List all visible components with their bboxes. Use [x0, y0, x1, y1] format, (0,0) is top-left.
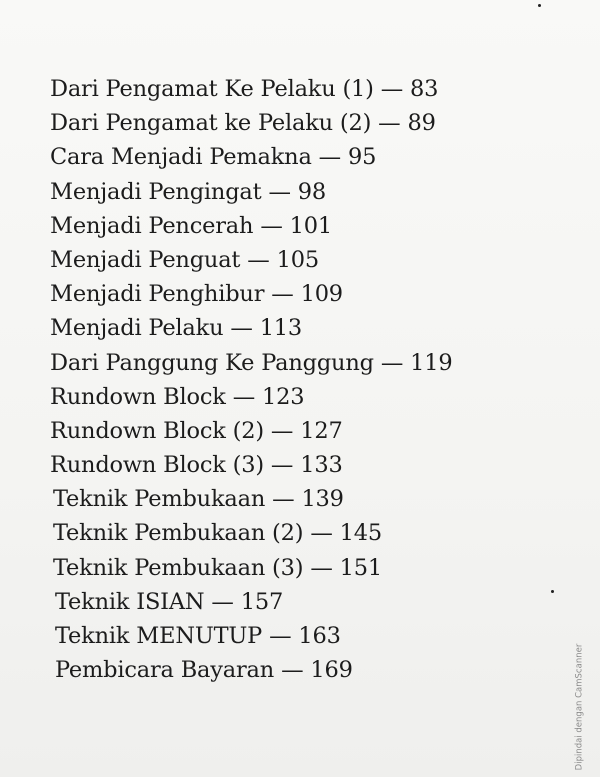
toc-separator: —: [281, 657, 304, 684]
toc-separator: —: [380, 349, 404, 376]
toc-entry-page: 169: [310, 657, 353, 684]
toc-entry-title: Menjadi Pelaku: [50, 315, 224, 342]
toc-entry: [50, 175, 530, 209]
watermark-text: Dipindai dengan CamScanner: [574, 643, 584, 771]
toc-entry: [50, 551, 530, 585]
toc-entry-page: 89: [407, 110, 436, 137]
toc-entry-page: 113: [259, 315, 303, 342]
toc-entry: [50, 106, 530, 140]
toc-entry-page: 163: [298, 623, 341, 649]
toc-entry-title: Teknik ISIAN: [55, 588, 205, 615]
toc-entry-title: Teknik Pembukaan: [53, 486, 266, 513]
toc-entry: [50, 653, 530, 687]
toc-separator: —: [310, 554, 333, 581]
toc-entry-page: 127: [300, 417, 343, 444]
toc-separator: —: [378, 110, 401, 137]
toc-entry-title: Menjadi Penguat: [50, 246, 241, 273]
toc-entry: [50, 414, 530, 448]
toc-separator: —: [270, 452, 294, 479]
toc-entry-page: 139: [301, 486, 344, 513]
toc-entry-title: Rundown Block: [50, 383, 226, 410]
toc-entry: [50, 140, 530, 174]
toc-entry-page: 123: [262, 383, 305, 410]
toc-entry: [50, 209, 530, 243]
toc-separator: —: [270, 417, 294, 444]
toc-entry-title: Rundown Block (3): [50, 452, 264, 479]
toc-entry-page: 119: [410, 349, 453, 376]
camscanner-watermark: [568, 643, 590, 771]
toc-separator: —: [310, 520, 333, 547]
toc-entry-title: Dari Pengamat Ke Pelaku (1): [50, 76, 374, 102]
toc-entry-title: Pembicara Bayaran: [55, 657, 275, 684]
toc-entry-title: Dari Panggung Ke Panggung: [50, 349, 374, 376]
toc-entry-page: 98: [297, 178, 327, 205]
toc-separator: —: [380, 76, 404, 102]
toc-entry-title: Teknik MENUTUP: [55, 623, 263, 649]
toc-separator: —: [269, 623, 292, 649]
toc-entry-title: Menjadi Pengingat: [50, 178, 262, 205]
toc-entry-page: 83: [410, 76, 439, 102]
toc-separator: —: [232, 383, 255, 410]
toc-separator: —: [318, 144, 341, 171]
toc-entry: [50, 516, 530, 550]
scan-speck: [551, 590, 554, 593]
toc-entry-page: 109: [300, 281, 343, 308]
toc-entry-page: 157: [240, 588, 284, 615]
toc-entry: [50, 243, 530, 277]
toc-entry-title: Dari Pengamat ke Pelaku (2): [50, 110, 372, 137]
toc-entry: [50, 346, 530, 380]
toc-entry: [50, 619, 530, 653]
toc-separator: —: [211, 588, 234, 615]
toc-separator: —: [271, 281, 294, 308]
toc-entry-title: Rundown Block (2): [50, 417, 264, 444]
toc-entry-title: Teknik Pembukaan (3): [53, 554, 304, 581]
toc-entry-page: 101: [289, 212, 332, 239]
table-of-contents: [50, 72, 530, 687]
toc-entry-title: Cara Menjadi Pemakna: [50, 144, 312, 171]
toc-entry: [50, 585, 530, 619]
toc-entry-page: 95: [347, 144, 377, 171]
toc-entry-page: 133: [300, 452, 343, 479]
toc-entry-title: Menjadi Penghibur: [50, 281, 265, 308]
toc-entry-page: 151: [339, 554, 383, 581]
toc-entry: [50, 380, 530, 414]
scan-speck: [538, 4, 541, 7]
toc-separator: —: [230, 315, 253, 342]
toc-entry-title: Teknik Pembukaan (2): [53, 520, 304, 547]
toc-entry: [50, 448, 530, 482]
toc-separator: —: [260, 212, 283, 239]
toc-entry: [50, 277, 530, 311]
toc-entry-page: 145: [339, 520, 383, 547]
toc-entry: [50, 482, 530, 516]
toc-entry: [50, 311, 530, 345]
toc-entry: [50, 72, 530, 106]
toc-separator: —: [247, 246, 270, 273]
toc-entry-page: 105: [276, 246, 319, 273]
toc-separator: —: [268, 178, 291, 205]
toc-entry-title: Menjadi Pencerah: [50, 212, 254, 239]
toc-separator: —: [272, 486, 295, 513]
